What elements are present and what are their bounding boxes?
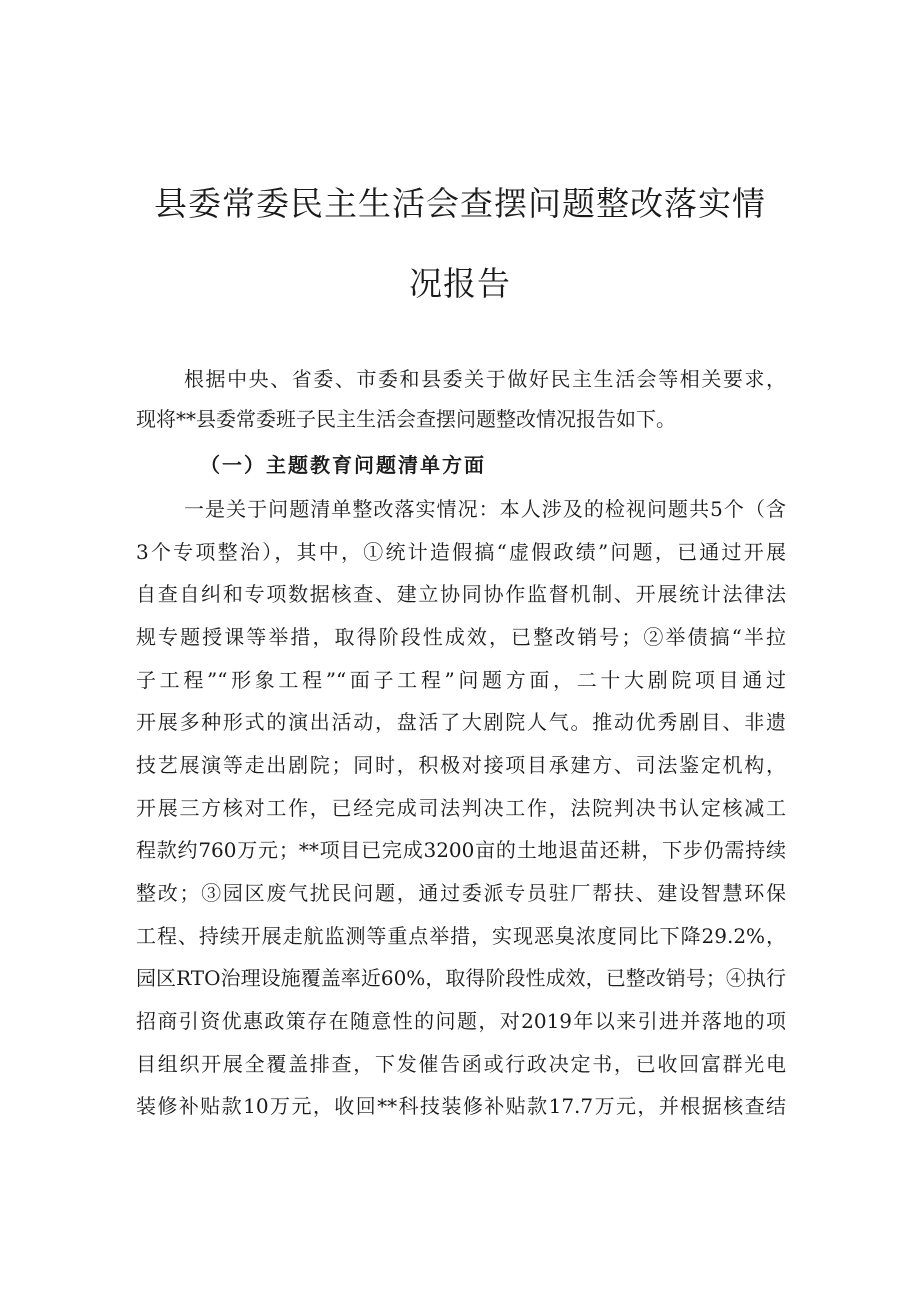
intro-line-1: 根据中央、省委、市委和县委关于做好民主生活会等相关要求， — [184, 367, 786, 391]
body-line: 招商引资优惠政策存在随意性的问题，对2019年以来引进并落地的项 — [136, 1009, 786, 1033]
body-line: 园区RTO治理设施覆盖率近60%，取得阶段性成效，已整改销号；④执行 — [136, 966, 786, 990]
body-line: 整改；③园区废气扰民问题，通过委派专员驻厂帮扶、建设智慧环保 — [136, 881, 786, 905]
body-line: 程款约760万元；**项目已完成3200亩的土地退苗还耕，下步仍需持续 — [136, 838, 786, 862]
document-title-line-2: 况报告 — [409, 264, 511, 303]
section-heading: （一）主题教育问题清单方面 — [200, 453, 486, 477]
body-line: 装修补贴款10万元，收回**科技装修补贴款17.7万元，并根据核查结 — [136, 1094, 786, 1118]
body-line: 开展多种形式的演出活动，盘活了大剧院人气。推动优秀剧目、非遗 — [136, 710, 786, 734]
intro-line-2: 现将**县委常委班子民主生活会查摆问题整改情况报告如下。 — [136, 407, 676, 431]
body-line: 自查自纠和专项数据核查、建立协同协作监督机制、开展统计法律法 — [136, 582, 786, 606]
body-line: 一是关于问题清单整改落实情况：本人涉及的检视问题共5个（含 — [184, 497, 786, 521]
body-line: 规专题授课等举措，取得阶段性成效，已整改销号；②举债搞“半拉 — [136, 625, 786, 649]
body-line: 技艺展演等走出剧院；同时，积极对接项目承建方、司法鉴定机构， — [136, 753, 786, 777]
document-title-line-1: 县委常委民主生活会查摆问题整改落实情 — [154, 184, 766, 223]
body-line: 目组织开展全覆盖排查，下发催告函或行政决定书，已收回富群光电 — [136, 1052, 786, 1076]
body-line: 工程、持续开展走航监测等重点举措，实现恶臭浓度同比下降29.2%， — [136, 924, 786, 948]
body-line: 子工程”“形象工程”“面子工程”问题方面，二十大剧院项目通过 — [136, 668, 786, 692]
body-line: 开展三方核对工作，已经完成司法判决工作，法院判决书认定核减工 — [136, 796, 786, 820]
body-line: 3个专项整治），其中，①统计造假搞“虚假政绩”问题，已通过开展 — [136, 540, 786, 564]
